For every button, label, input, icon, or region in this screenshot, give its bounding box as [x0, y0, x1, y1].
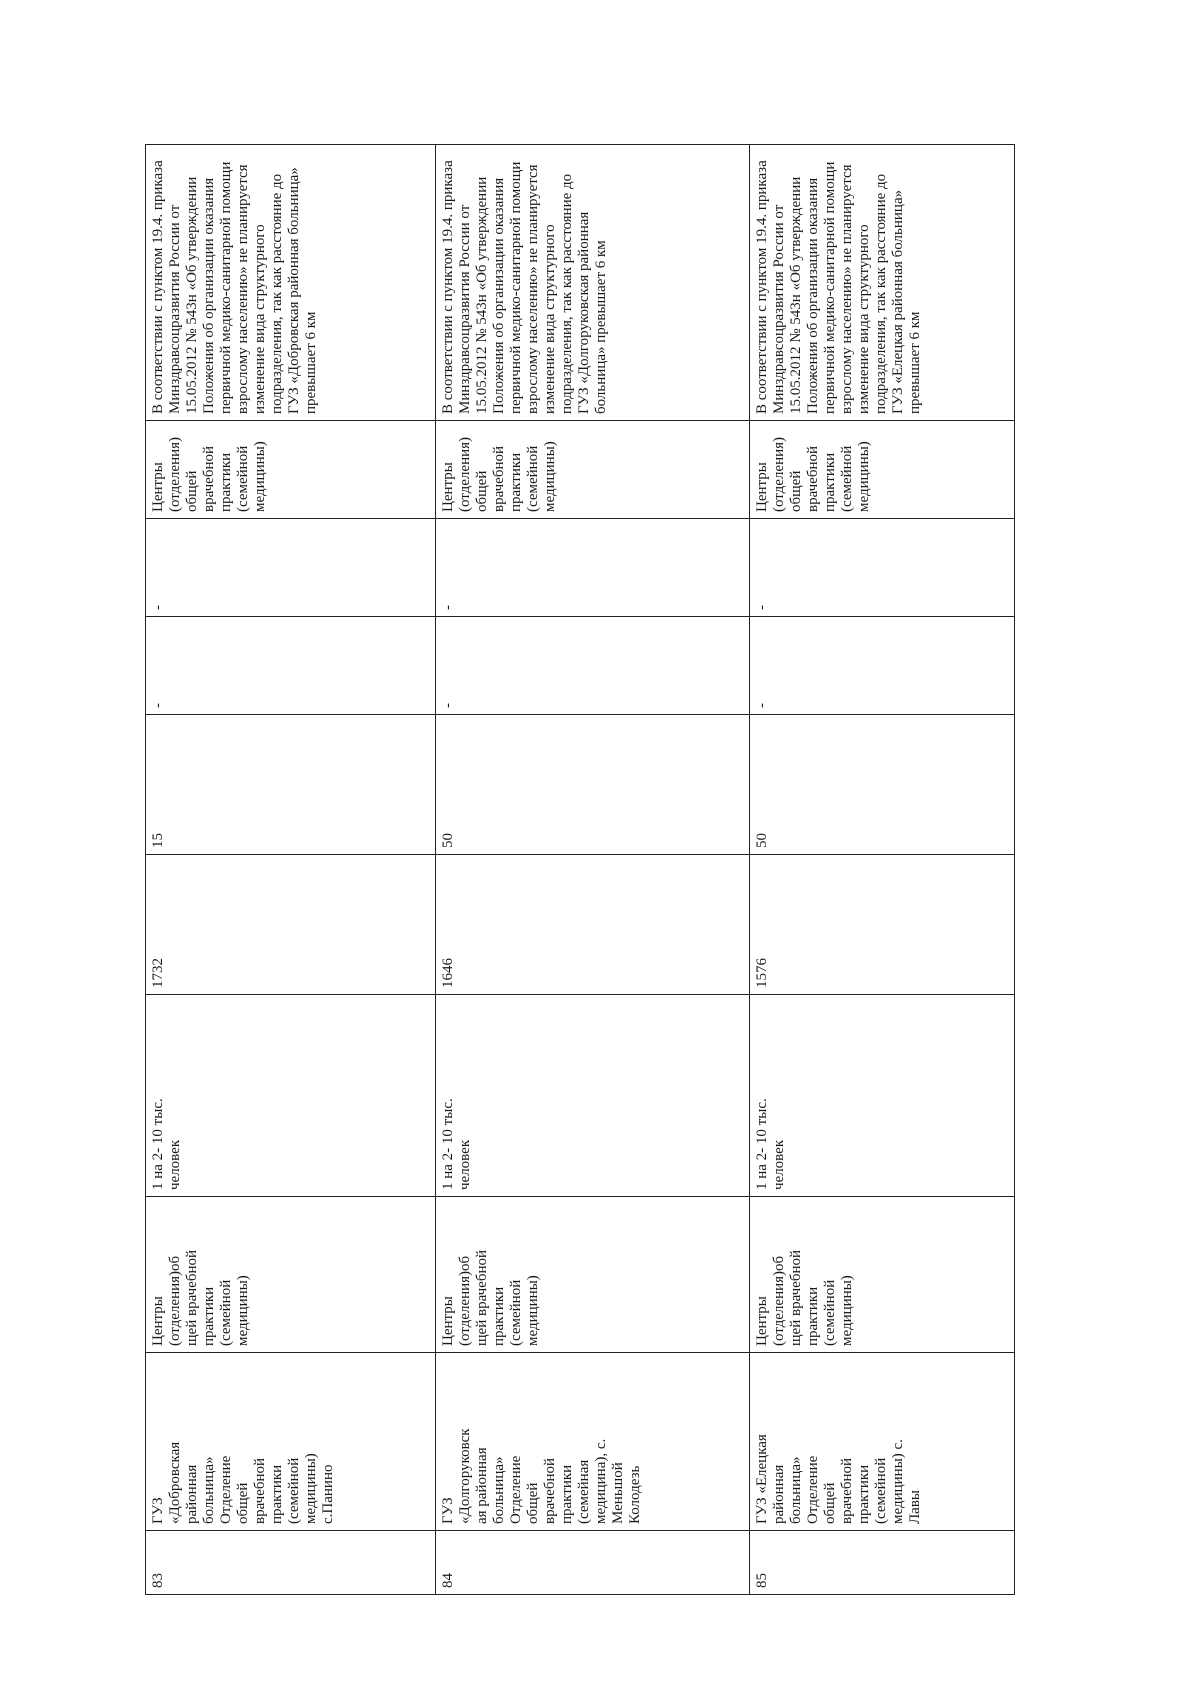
note-cell: В соответствии с пунктом 19.4. приказа Минздравсоцразвития России от 15.05.2012 № 543н «Об утверждении Положения об организации оказания первичной медико-санитарной помощи взрослому населению» не планируется изменение вида структурного подразделения, так как расстояние до ГУЗ «Долгоруковская районная больница» превышает 6 км: [435, 145, 750, 421]
population-cell: 1646: [435, 855, 750, 995]
table-row: [750, 145, 1015, 1595]
table-row: [146, 145, 436, 1595]
norm-cell: 1 на 2- 10 тыс. человек: [435, 995, 750, 1197]
note-cell: В соответствии с пунктом 19.4. приказа Минздравсоцразвития России от 15.05.2012 № 543н «Об утверждении Положения об организации оказания первичной медико-санитарной помощи взрослому населению» не планируется изменение вида структурного подразделения, так как расстояние до ГУЗ «Добровская районная больница» превышает 6 км: [146, 145, 436, 421]
row-number-cell: 84: [435, 1531, 750, 1595]
dash-cell: -: [146, 617, 436, 715]
dash-cell: -: [750, 617, 1015, 715]
dash-cell: -: [435, 519, 750, 617]
planned-unit-cell: Центры (отделения) общей врачебной практики (семейной медицины): [146, 421, 436, 519]
planned-unit-cell: Центры (отделения) общей врачебной практики (семейной медицины): [435, 421, 750, 519]
organization-cell: ГУЗ «Елецкая районная больница» Отделение общей врачебной практики (семейной медицины) с. Лавы: [750, 1353, 1015, 1531]
population-cell: 1576: [750, 855, 1015, 995]
row-number-cell: 83: [146, 1531, 436, 1595]
organization-cell: ГУЗ «Долгоруковск ая районная больница» Отделение общей врачебной практики (семейная медицина), с. Меньшой Колодезь: [435, 1353, 750, 1531]
rotated-table-sheet: [145, 145, 1015, 1595]
visits-cell: 15: [146, 715, 436, 855]
row-number-cell: 85: [750, 1531, 1015, 1595]
unit-type-cell: Центры (отделения)об щей врачебной практики (семейной медицины): [750, 1197, 1015, 1353]
organization-cell: ГУЗ «Добровская районная больница» Отделение общей врачебной практики (семейной медицины) с.Панино: [146, 1353, 436, 1531]
table-row: [435, 145, 750, 1595]
visits-cell: 50: [750, 715, 1015, 855]
facilities-table: [145, 144, 1015, 1595]
dash-cell: -: [146, 519, 436, 617]
planned-unit-cell: Центры (отделения) общей врачебной практики (семейной медицины): [750, 421, 1015, 519]
dash-cell: -: [750, 519, 1015, 617]
note-cell: В соответствии с пунктом 19.4. приказа Минздравсоцразвития России от 15.05.2012 № 543н «Об утверждении Положения об организации оказания первичной медико-санитарной помощи взрослому населению» не планируется изменение вида структурного подразделения, так как расстояние до ГУЗ «Елецкая районная больница» превышает 6 км: [750, 145, 1015, 421]
unit-type-cell: Центры (отделения)об щей врачебной практики (семейной медицины): [435, 1197, 750, 1353]
norm-cell: 1 на 2- 10 тыс. человек: [146, 995, 436, 1197]
norm-cell: 1 на 2- 10 тыс. человек: [750, 995, 1015, 1197]
unit-type-cell: Центры (отделения)об щей врачебной практики (семейной медицины): [146, 1197, 436, 1353]
visits-cell: 50: [435, 715, 750, 855]
population-cell: 1732: [146, 855, 436, 995]
dash-cell: -: [435, 617, 750, 715]
